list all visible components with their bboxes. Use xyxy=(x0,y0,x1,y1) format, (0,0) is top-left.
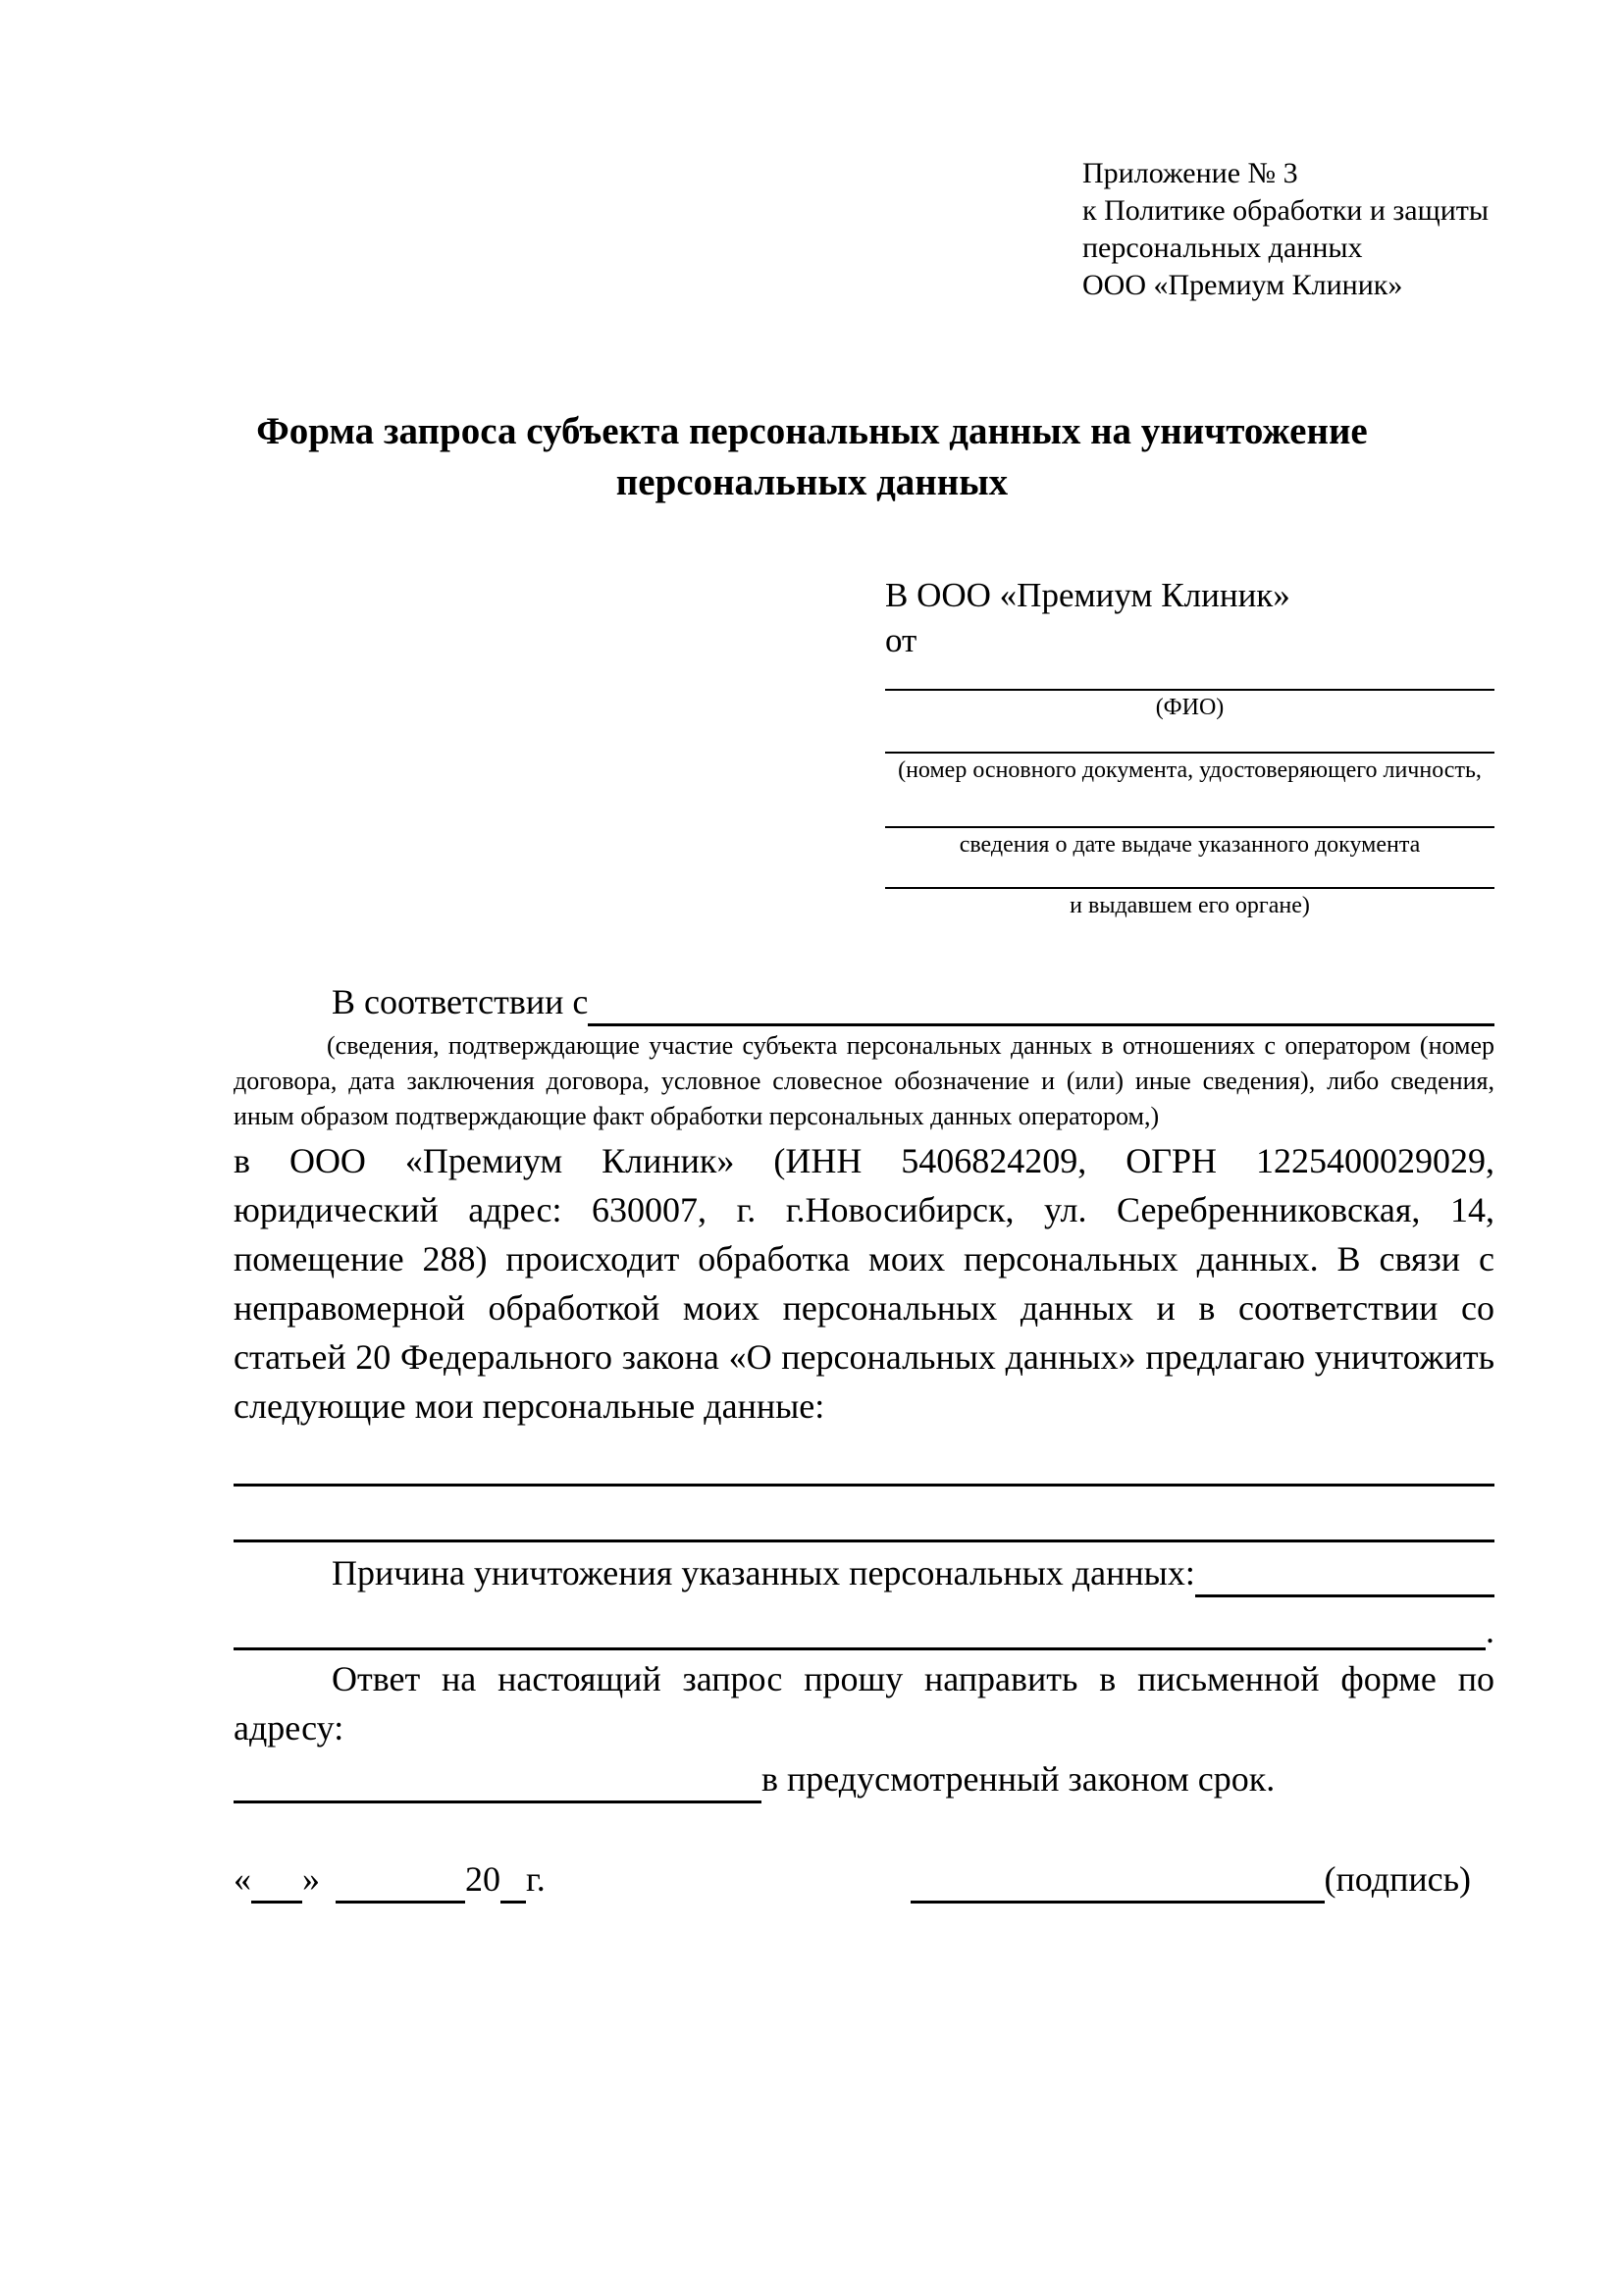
signature-caption: (подпись) xyxy=(1324,1859,1471,1899)
personal-data-fill-line xyxy=(234,1487,1494,1542)
month-fill-line xyxy=(336,1859,465,1904)
appendix-header-line: ООО «Премиум Клиник» xyxy=(1082,269,1403,301)
accordance-fill-line xyxy=(588,980,1494,1026)
signature-block xyxy=(911,1854,1471,1904)
personal-data-fill-line xyxy=(234,1431,1494,1487)
address-fill-line xyxy=(234,1757,761,1803)
quote-close: » xyxy=(302,1859,320,1899)
response-tail-line xyxy=(234,1754,1494,1803)
response-sentence: Ответ на настоящий запрос прошу направить в письменной форме по адресу: xyxy=(234,1659,1494,1748)
signature-fill-line xyxy=(911,1859,1325,1904)
year-prefix: 20 xyxy=(465,1859,500,1899)
year-suffix: г. xyxy=(526,1859,546,1899)
appendix-header xyxy=(1082,155,1494,304)
reason-fill-line-2-rule xyxy=(234,1594,1486,1650)
main-paragraph: в ООО «Премиум Клиник» (ИНН 5406824209, ОГРН 1225400029029, юридический адрес: 630007, г. г.Новосибирск, ул. Серебренниковская, 14, помещение 288) происходит обработка моих персональных данных. В связи с неправомерной обработкой моих персональных данных и в соответствии со статьей 20 Федерального закона «О персональных данных» предлагаю уничтожить следующие мои персональные данные: xyxy=(234,1141,1494,1426)
issuing-authority-caption: и выдавшем его органе) xyxy=(1070,893,1310,918)
appendix-header-line: к Политике обработки и защиты xyxy=(1082,194,1490,227)
accordance-label: В соответствии с xyxy=(332,982,589,1021)
appendix-header-line: персональных данных xyxy=(1082,232,1363,264)
addressee-block xyxy=(885,573,1494,920)
addressee-from-label: от xyxy=(885,621,917,659)
fio-caption: (ФИО) xyxy=(1155,695,1225,720)
date-signature-row xyxy=(234,1854,1494,1904)
accordance-note: (сведения, подтверждающие участие субъекта персональных данных в отношениях с оператором (номер договора, дата заключения договора, условное словесное обозначение и (или) иные сведения), либо сведения, иным образом подтверждающие факт обработки персональных данных оператором,) xyxy=(234,1031,1494,1130)
appendix-header-line: Приложение № 3 xyxy=(1082,157,1298,189)
page-title: Форма запроса субъекта персональных данных на уничтожение персональных данных xyxy=(256,410,1368,503)
year-fill-line xyxy=(500,1859,526,1904)
reason-fill-line xyxy=(1195,1551,1494,1597)
issue-date-fill-line xyxy=(885,785,1494,828)
reason-fill-line-2 xyxy=(234,1597,1494,1650)
reason-label: Причина уничтожения указанных персональных данных: xyxy=(332,1553,1195,1592)
day-fill-line xyxy=(251,1859,302,1904)
reason-line xyxy=(234,1542,1494,1597)
date-block xyxy=(234,1854,546,1904)
response-tail-text: в предусмотренный законом срок. xyxy=(761,1759,1276,1799)
trailing-period: . xyxy=(1486,1611,1494,1650)
accordance-line xyxy=(234,977,1494,1026)
issue-date-caption: сведения о дате выдаче указанного документа xyxy=(959,832,1421,858)
issuing-authority-fill-line xyxy=(885,860,1494,889)
quote-open: « xyxy=(234,1859,251,1899)
document-number-fill-line xyxy=(885,722,1494,754)
document-number-caption: (номер основного документа, удостоверяющего личность, xyxy=(898,757,1482,783)
addressee-to: В ООО «Премиум Клиник» xyxy=(885,576,1290,614)
fio-fill-line xyxy=(885,663,1494,691)
